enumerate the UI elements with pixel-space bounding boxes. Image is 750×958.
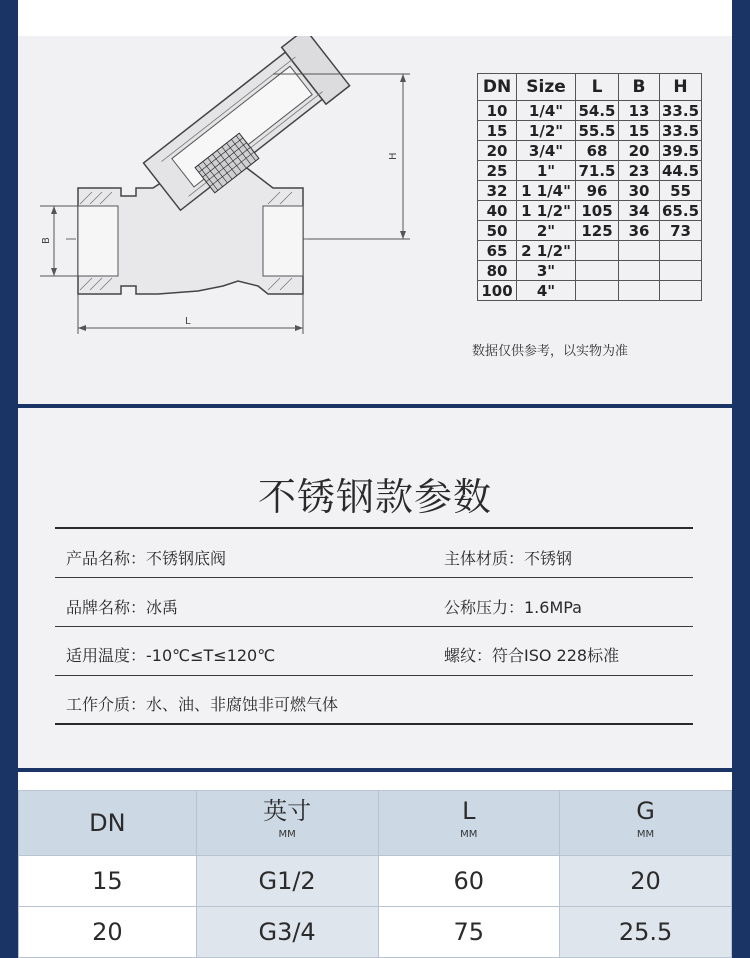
table-cell: 65: [478, 241, 517, 261]
header-cell-dn: [19, 791, 197, 856]
table-cell: 73: [660, 221, 702, 241]
table-cell: 44.5: [660, 161, 702, 181]
spec-header-cell: Size: [517, 74, 576, 101]
table-cell: 96: [576, 181, 619, 201]
table-cell: 15: [478, 121, 517, 141]
spec-table-header: [478, 74, 702, 101]
table-cell: 34: [619, 201, 660, 221]
param-medium: 工作介质：水、油、非腐蚀非可燃气体: [66, 695, 339, 714]
header-unit: MM: [278, 829, 296, 840]
table-cell: 40: [478, 201, 517, 221]
table-row: [478, 121, 702, 141]
divider: [55, 723, 693, 725]
param-product-name: 产品名称：不锈钢底阀: [66, 549, 227, 568]
table-row: [478, 181, 702, 201]
header-cell-inch: [196, 791, 378, 856]
table-cell: 1/2": [517, 121, 576, 141]
strainer-drawing: [18, 36, 458, 356]
dim-h-label: H: [388, 152, 399, 160]
table-cell: 100: [478, 281, 517, 301]
table-cell: [576, 281, 619, 301]
table-cell: 1/4": [517, 101, 576, 121]
table-row: [478, 261, 702, 281]
table-cell: 1 1/4": [517, 181, 576, 201]
spec-header-cell: DN: [478, 74, 517, 101]
table-cell: 60: [378, 856, 560, 907]
table-cell: 33.5: [660, 121, 702, 141]
disclaimer-note: 数据仅供参考，以实物为准: [472, 344, 629, 359]
table-cell: G3/4: [196, 907, 378, 958]
table-cell: 25: [478, 161, 517, 181]
table-cell: 33.5: [660, 101, 702, 121]
param-temperature: 适用温度：-10℃≤T≤120℃: [66, 646, 276, 665]
table-cell: 75: [378, 907, 560, 958]
table-cell: [576, 261, 619, 281]
divider: [55, 675, 693, 676]
table-cell: 15: [19, 856, 197, 907]
table-cell: [619, 241, 660, 261]
table-row: [478, 281, 702, 301]
dim-l-label: L: [185, 316, 191, 327]
table-row: [478, 241, 702, 261]
table-cell: 3": [517, 261, 576, 281]
table-row: [19, 907, 732, 958]
table-cell: 20: [560, 856, 732, 907]
dimension-table-header: [19, 791, 732, 856]
table-cell: 105: [576, 201, 619, 221]
table-cell: 23: [619, 161, 660, 181]
param-thread: 螺纹：符合ISO 228标准: [444, 646, 620, 665]
top-strip: [18, 0, 732, 36]
spec-table: [477, 73, 702, 301]
params-panel: [18, 408, 732, 768]
spec-header-cell: H: [660, 74, 702, 101]
header-unit: MM: [460, 829, 478, 840]
table-cell: 71.5: [576, 161, 619, 181]
table-cell: G1/2: [196, 856, 378, 907]
table-cell: 1": [517, 161, 576, 181]
table-cell: [660, 281, 702, 301]
table-cell: 13: [619, 101, 660, 121]
table-cell: 4": [517, 281, 576, 301]
header-unit: MM: [636, 829, 655, 840]
table-cell: 15: [619, 121, 660, 141]
table-cell: 1 1/2": [517, 201, 576, 221]
table-row: [478, 161, 702, 181]
table-cell: 125: [576, 221, 619, 241]
dim-b-label: B: [41, 237, 52, 244]
table-cell: [619, 281, 660, 301]
table-cell: 68: [576, 141, 619, 161]
table-cell: 54.5: [576, 101, 619, 121]
table-cell: 30: [619, 181, 660, 201]
table-cell: 2": [517, 221, 576, 241]
table-cell: 65.5: [660, 201, 702, 221]
table-cell: 20: [619, 141, 660, 161]
table-cell: 39.5: [660, 141, 702, 161]
param-material: 主体材质：不锈钢: [444, 549, 573, 568]
divider: [55, 626, 693, 627]
header-label: L: [462, 797, 476, 825]
header-cell-l: [378, 791, 560, 856]
header-label: DN: [89, 809, 126, 837]
table-row: [478, 101, 702, 121]
dimension-panel: [18, 772, 732, 946]
table-row: [478, 141, 702, 161]
spec-header-cell: L: [576, 74, 619, 101]
param-pressure: 公称压力：1.6MPa: [444, 598, 582, 617]
table-cell: 32: [478, 181, 517, 201]
divider: [55, 527, 693, 529]
table-cell: [660, 261, 702, 281]
table-cell: [619, 261, 660, 281]
table-row: [478, 221, 702, 241]
header-cell-g: [560, 791, 732, 856]
table-cell: [660, 241, 702, 261]
table-cell: 50: [478, 221, 517, 241]
params-title: 不锈钢款参数: [257, 475, 492, 519]
dimension-table: [18, 790, 732, 958]
table-cell: [576, 241, 619, 261]
table-cell: 55.5: [576, 121, 619, 141]
header-label: 英寸: [263, 797, 312, 825]
table-cell: 10: [478, 101, 517, 121]
table-cell: 36: [619, 221, 660, 241]
table-row: [478, 201, 702, 221]
divider: [55, 577, 693, 578]
table-cell: 20: [478, 141, 517, 161]
table-cell: 2 1/2": [517, 241, 576, 261]
table-cell: 20: [19, 907, 197, 958]
header-label: G: [636, 797, 655, 825]
drawing-panel: [18, 36, 732, 404]
table-cell: 25.5: [560, 907, 732, 958]
table-cell: 3/4": [517, 141, 576, 161]
table-row: [19, 856, 732, 907]
table-cell: 55: [660, 181, 702, 201]
spec-header-cell: B: [619, 74, 660, 101]
table-cell: 80: [478, 261, 517, 281]
param-brand: 品牌名称：冰禹: [66, 598, 179, 617]
